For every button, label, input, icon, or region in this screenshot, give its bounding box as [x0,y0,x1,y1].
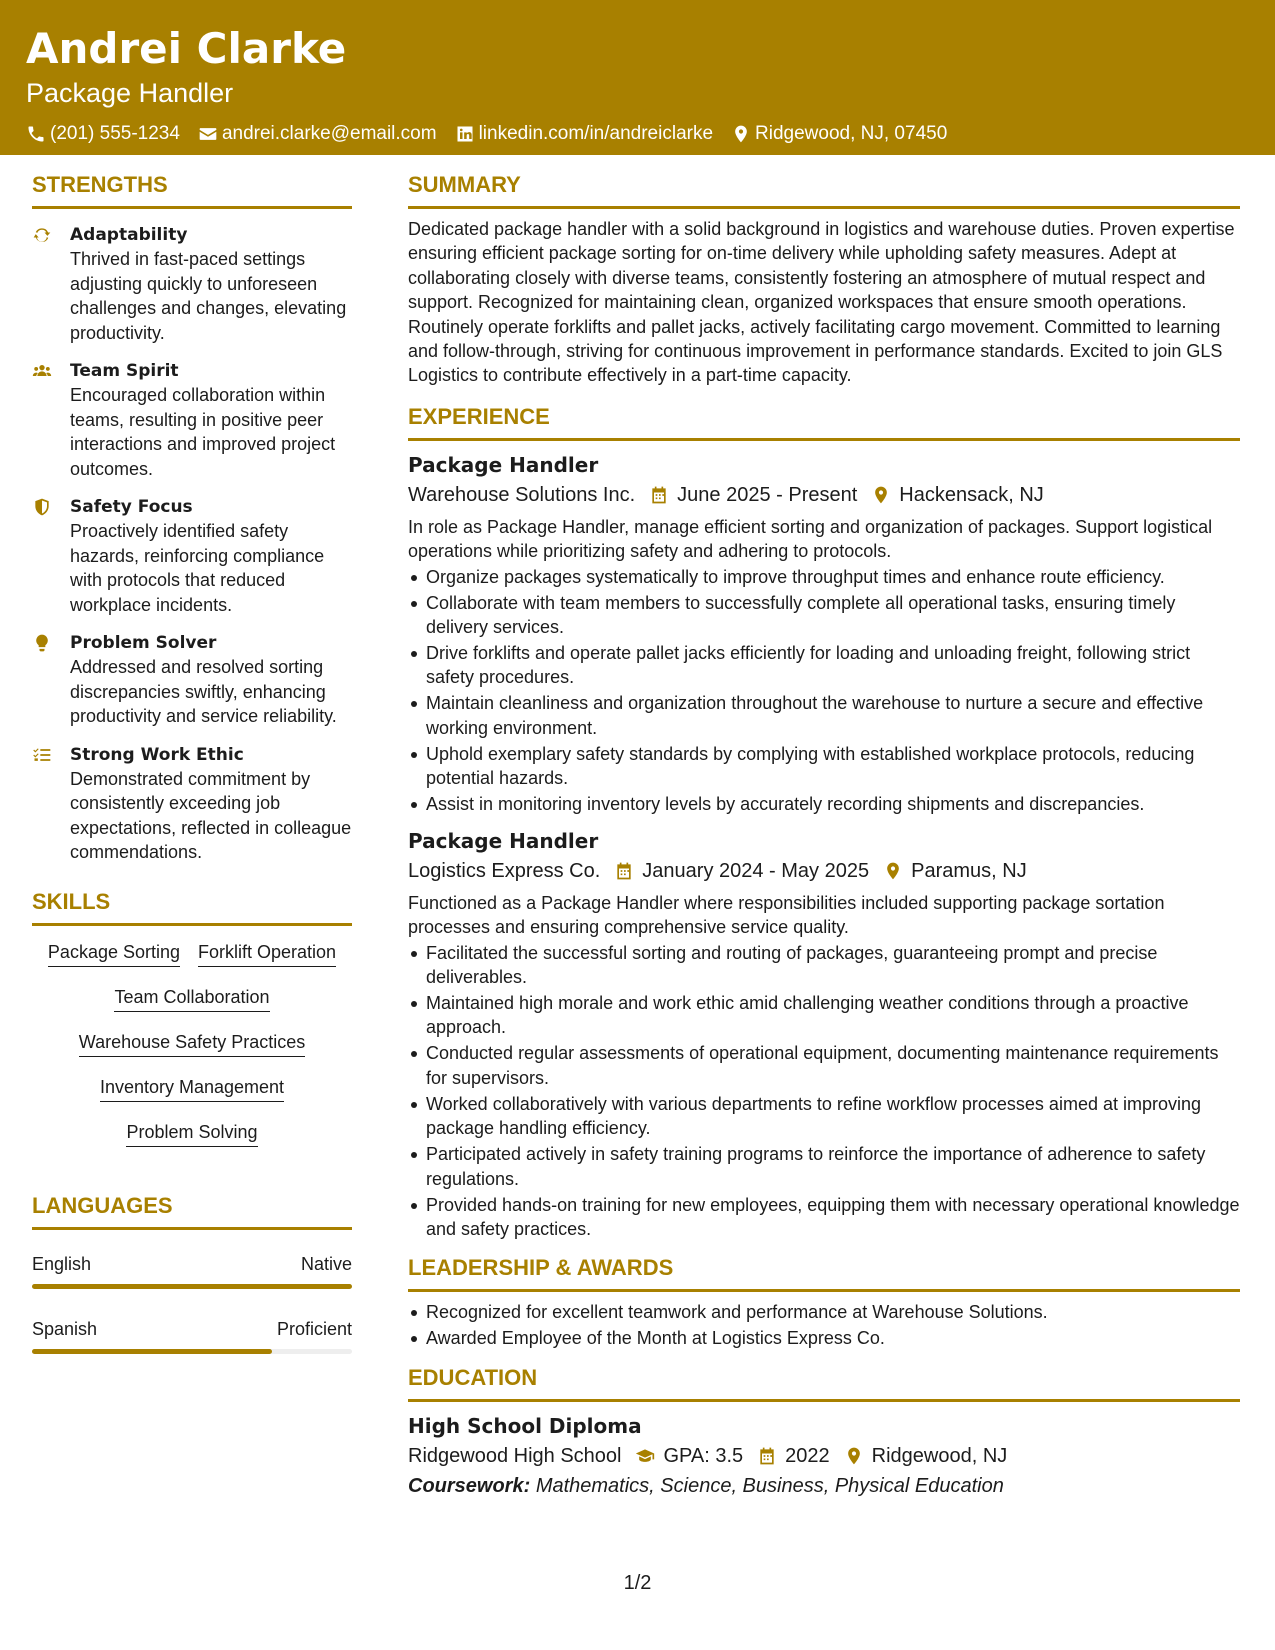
job-description: In role as Package Handler, manage efficient sorting and organization of packages. Support logistical operations while prioritizing safety and adhering to protocols. [408,516,1213,562]
strength-item [32,359,352,481]
list-item: Provided hands-on training for new employees, equipping them with necessary operational knowledge and safety practices. [408,1193,1240,1242]
shield-icon [32,497,52,517]
strength-desc: Proactively identified safety hazards, reinforcing compliance with protocols that reduced workplace incidents. [70,521,325,615]
page-number: 1/2 [623,1572,652,1594]
job-entry [408,827,1240,1242]
gpa: GPA: 3.5 [663,1444,744,1467]
language-name: Spanish [32,1318,98,1339]
language-level: Proficient [276,1318,352,1339]
strength-title: Safety Focus [70,497,193,517]
skill-tag: Forklift Operation [198,940,336,967]
skills-heading: SKILLS [32,887,352,926]
job-dates: June 2025 - Present [677,483,858,506]
contact-phone [26,122,180,146]
map-pin-icon [844,1446,864,1466]
strength-item [32,495,352,617]
language-name: English [32,1253,92,1274]
strength-item [32,743,352,865]
language-item [32,1252,352,1289]
email-text[interactable]: andrei.clarke@email.com [221,123,437,144]
graduation-year: 2022 [785,1444,830,1467]
list-item: Assist in monitoring inventory levels by accurately recording shipments and discrepancies. [408,792,1240,816]
right-column [408,170,1240,1500]
refresh-icon [32,225,52,245]
strength-desc: Encouraged collaboration within teams, resulting in positive peer interactions and improved project outcomes. [70,385,336,479]
list-item: Worked collaboratively with various departments to refine workflow processes aimed at improving package handling efficiency. [408,1092,1240,1141]
job-meta [408,857,1240,885]
job-bullets [408,941,1240,1242]
list-item: Collaborate with team members to successfully complete all operational tasks, ensuring timely delivery services. [408,591,1240,640]
list-item: Organize packages systematically to improve throughput times and enhance route efficiency. [408,565,1240,589]
job-entry [408,451,1240,817]
summary-heading: SUMMARY [408,170,1240,209]
language-level: Native [300,1253,352,1274]
experience-heading: EXPERIENCE [408,402,1240,441]
awards-heading: LEADERSHIP & AWARDS [408,1253,1240,1292]
degree-title: High School Diploma [408,1413,642,1438]
contact-bar [26,122,1249,146]
job-dates: January 2024 - May 2025 [642,859,870,882]
skill-tag: Inventory Management [100,1075,284,1102]
list-item: Participated actively in safety training programs to reinforce the importance of adherence to safety regulations. [408,1142,1240,1191]
phone-icon [26,124,46,144]
school-location: Ridgewood, NJ [871,1444,1008,1467]
calendar-icon [649,485,669,505]
strengths-heading: STRENGTHS [32,170,352,209]
phone-text: (201) 555-1234 [50,123,180,144]
strength-title: Adaptability [70,225,188,245]
lightbulb-icon [32,633,52,653]
contact-email[interactable] [198,122,437,146]
list-item: Maintained high morale and work ethic amid challenging weather conditions through a proactive approach. [408,991,1240,1040]
language-bar [32,1284,352,1289]
graduation-cap-icon [635,1446,655,1466]
awards-list [408,1300,1240,1350]
list-item: Uphold exemplary safety standards by complying with established workplace protocols, reducing potential hazards. [408,742,1240,791]
job-company: Warehouse Solutions Inc. [408,483,636,506]
education-entry [408,1412,1240,1500]
linkedin-text[interactable]: linkedin.com/in/andreiclarke [478,123,714,144]
map-pin-icon [883,861,903,881]
left-column [32,170,352,1354]
list-item: Conducted regular assessments of operational equipment, documenting maintenance requirements for supervisors. [408,1041,1240,1090]
job-meta [408,481,1240,509]
strength-item [32,223,352,345]
users-icon [32,361,52,381]
strength-desc: Thrived in fast-paced settings adjusting quickly to unforeseen challenges and changes, elevating productivity. [70,249,347,343]
list-item: Drive forklifts and operate pallet jacks efficiently for loading and unloading freight, following strict safety procedures. [408,641,1240,690]
skill-tag: Problem Solving [126,1120,257,1147]
list-item: Recognized for excellent teamwork and performance at Warehouse Solutions. [408,1300,1240,1324]
calendar-icon [757,1446,777,1466]
strength-title: Team Spirit [70,361,179,381]
job-title: Package Handler [408,828,599,853]
checklist-icon [32,745,52,765]
skill-tag: Package Sorting [48,940,180,967]
language-bar [32,1349,352,1354]
skill-tag: Warehouse Safety Practices [79,1030,305,1057]
summary-text: Dedicated package handler with a solid background in logistics and warehouse duties. Proven expertise ensuring efficient package sorting for on-time delivery while upholding safety measures. Adept at collaborating closely with diverse teams, consistently fostering an atmosphere of mutual respect and support. Recognized for maintaining clean, organized workspaces that ensure smooth operations. Routinely operate forklifts and pallet jacks, actively facilitating cargo movement. Committed to learning and follow-through, striving for continuous improvement in performance standards. Excited to join GLS Logistics to contribute effectively in a part-time capacity. [408,219,1235,386]
calendar-icon [614,861,634,881]
strength-title: Problem Solver [70,633,217,653]
list-item: Maintain cleanliness and organization throughout the warehouse to nurture a secure and effective working environment. [408,691,1240,740]
skill-tag: Team Collaboration [114,985,269,1012]
strength-title: Strong Work Ethic [70,744,244,765]
education-heading: EDUCATION [408,1363,1240,1402]
skills-list [32,940,352,1147]
coursework [408,1472,1240,1500]
coursework-list: Mathematics, Science, Business, Physical Education [535,1474,1004,1497]
contact-linkedin[interactable] [455,122,713,146]
contact-location [731,122,947,146]
language-bar-fill [32,1284,352,1289]
map-pin-icon [871,485,891,505]
job-bullets [408,565,1240,817]
languages-heading: LANGUAGES [32,1191,352,1230]
job-location: Hackensack, NJ [899,483,1044,506]
language-bar-fill [32,1349,272,1354]
candidate-role: Package Handler [26,78,234,108]
job-company: Logistics Express Co. [408,859,601,882]
coursework-label: Coursework: [408,1474,531,1497]
location-text: Ridgewood, NJ, 07450 [755,123,948,144]
strength-desc: Addressed and resolved sorting discrepancies swiftly, enhancing productivity and service reliability. [70,657,337,726]
resume-header [0,0,1275,155]
language-item [32,1317,352,1354]
strength-item [32,631,352,729]
linkedin-icon [455,124,475,144]
strength-desc: Demonstrated commitment by consistently exceeding job expectations, reflected in colleague commendations. [70,768,352,862]
list-item: Facilitated the successful sorting and routing of packages, guaranteeing prompt and precise deliverables. [408,941,1240,990]
school-name: Ridgewood High School [408,1444,622,1467]
job-title: Package Handler [408,452,599,477]
map-pin-icon [731,124,751,144]
list-item: Awarded Employee of the Month at Logistics Express Co. [408,1326,1240,1350]
envelope-icon [198,124,218,144]
education-meta [408,1442,1240,1470]
job-location: Paramus, NJ [911,859,1027,882]
job-description: Functioned as a Package Handler where responsibilities included supporting package sortation processes and ensuring comprehensive service quality. [408,892,1165,938]
candidate-name: Andrei Clarke [26,24,347,73]
